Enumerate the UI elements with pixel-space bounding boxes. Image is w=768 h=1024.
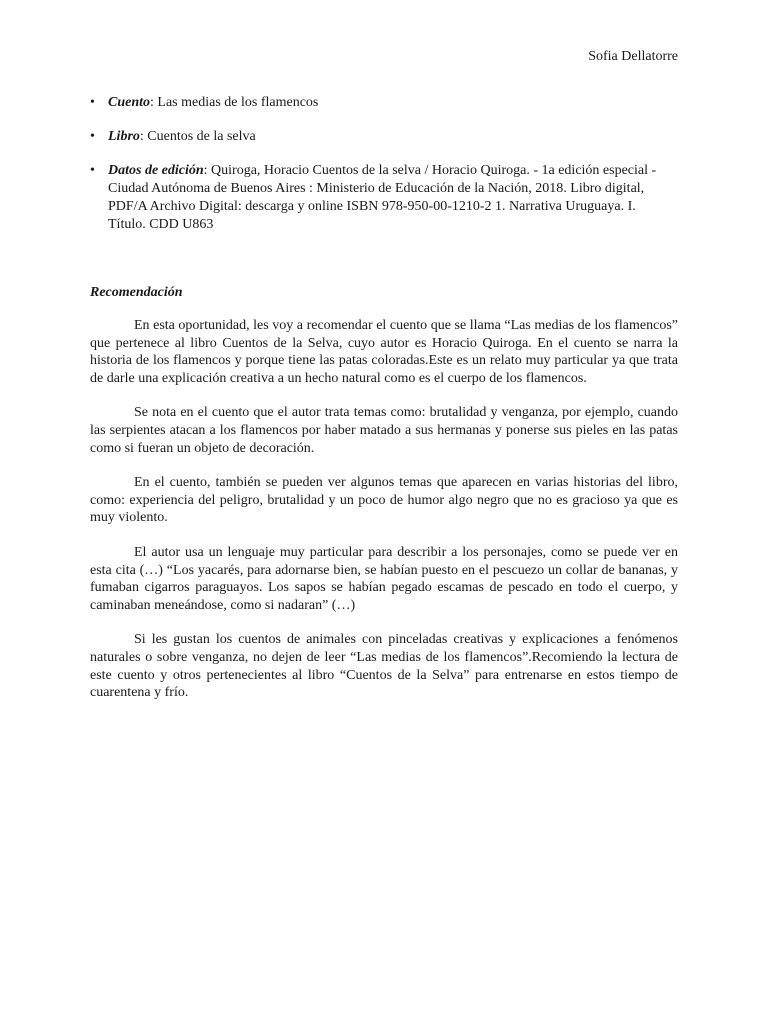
paragraph: Si les gustan los cuentos de animales con pinceladas creativas y explicaciones a fenómenos naturales o sobre venganza, no dejen de leer “Las medias de los flamencos”.Recomiendo la lectura de este cuento y otros pertenecientes al libro “Cuentos de la Selva” para entrenarse en estos tiempo de cuarentena y frío. xyxy=(90,632,678,701)
bullet-label: Cuento xyxy=(108,95,151,110)
list-item-cuento xyxy=(90,94,670,112)
list-item-datos-edicion xyxy=(90,162,670,234)
author-name: Sofia Dellatorre xyxy=(588,49,678,64)
paragraph: En el cuento, también se pueden ver algunos temas que aparecen en varias historias del libro, como: experiencia del peligro, brutalidad y un poco de humor algo negro que no es gracioso ya que es muy violento. xyxy=(90,475,678,526)
bullet-label: Datos de edición xyxy=(108,163,204,178)
bullet-text: : Quiroga, Horacio Cuentos de la selva / Horacio Quiroga. - 1a edición especial - Ciudad Autónoma de Buenos Aires : Ministerio de Educación de la Nación, 2018. Libro digital, PDF/A Archivo Digital: descarga y online ISBN 978-950-00-1210-2 1. Narrativa Uruguaya. I. Título. CDD U863 xyxy=(108,163,657,232)
paragraph: El autor usa un lenguaje muy particular para describir a los personajes, como se puede ver en esta cita (…) “Los yacarés, para adornarse bien, se habían puesto en el pescuezo un collar de bananas, y fumaban cigarros paraguayos. Los sapos se habían pegado escamas de pescado en todo el cuerpo, y caminaban meneándose, como si nadaran” (…) xyxy=(90,544,678,613)
paragraph: Se nota en el cuento que el autor trata temas como: brutalidad y venganza, por ejemplo, cuando las serpientes atacan a los flamencos por haber matado a sus hermanas y ponerse sus pieles en las patas como si fueran un objeto de decoración. xyxy=(90,405,678,456)
section-title: Recomendación xyxy=(90,285,183,300)
list-item-libro xyxy=(90,128,670,146)
bullet-icon: • xyxy=(90,95,95,110)
book-info-list xyxy=(90,94,670,250)
paragraph: En esta oportunidad, les voy a recomendar el cuento que se llama “Las medias de los flamencos” que pertenece al libro Cuentos de la Selva, cuyo autor es Horacio Quiroga. En el cuento se narra la historia de los flamencos y porque tiene las patas coloradas.Este es un relato muy particular ya que trata de darle una explicación creativa a un hecho natural como es el cuerpo de los flamencos. xyxy=(90,318,678,386)
recommendation-body xyxy=(90,317,678,719)
bullet-label: Libro xyxy=(108,129,140,144)
bullet-text: : Las medias de los flamencos xyxy=(150,95,319,110)
bullet-text: : Cuentos de la selva xyxy=(139,129,256,144)
bullet-icon: • xyxy=(90,129,95,144)
bullet-icon: • xyxy=(90,163,95,178)
